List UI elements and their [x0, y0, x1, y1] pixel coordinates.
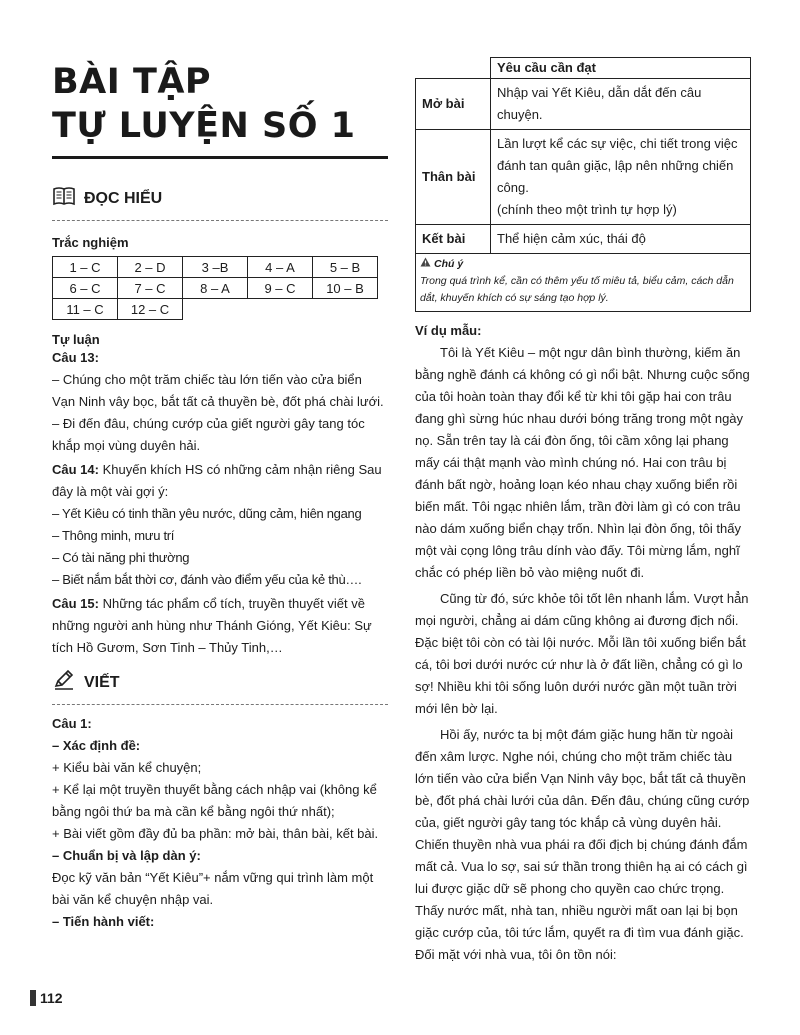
section-doc-hieu-heading: [52, 185, 388, 212]
requirements-table: [415, 57, 751, 312]
example-paragraph: Tôi là Yết Kiêu – một ngư dân bình thường, kiếm ăn bằng nghề đánh cá không có gì nổi bật. Nhưng cuộc sống của tôi hoàn toàn thay đổi kể từ khi tôi gặp hai con trâu đang ghì sừng húc nhau dưới bóng trăng trong một ngày nọ. Sẵn trên tay là cái đòn ống, tôi cầm xông lại phang mấy cái thật mạnh vào mình chúng nó. Hai con trâu bị đánh bất ngờ, hoảng loạn kéo nhau chạy xuống biển rồi biến mất. Tôi ngạc nhiên lắm, trần đời làm gì có con trâu nào dám xuống biển chạy trốn. Nhìn lại đòn ống, tôi thấy một vài cọng lông trâu dính vào đấy. Tôi mừng lắm, nghĩ chắc có phép liền bỏ vào miệng nuốt đi.: [415, 345, 750, 580]
answer-row: [53, 299, 378, 320]
answer-cell: 6 – C: [53, 278, 118, 299]
answer-cell: 2 – D: [118, 257, 183, 278]
note-title: [420, 256, 746, 273]
note-title-text: Chú ý: [434, 258, 464, 270]
left-column: [52, 58, 388, 933]
row-content: Nhập vai Yết Kiêu, dẫn dắt đến câu chuyện.: [491, 79, 751, 130]
example-paragraph: Cũng từ đó, sức khỏe tôi tốt lên nhanh lắm. Vượt hẳn mọi người, chẳng ai dám cũng không ai đương địch nổi. Đặc biệt tôi còn có tài lội nước. Mỗi lần tôi xuống biển bắt cá, tôi bơi dưới nước cứ như là ở đất liền, chẳng có gì lo sợ! Nhiều khi tôi sống luôn dưới nước gần một tuần trời mới lên bờ lại.: [415, 591, 749, 716]
answer-cell: 11 – C: [53, 299, 118, 320]
note-cell: [416, 254, 751, 312]
cau14-item: – Có tài năng phi thường: [52, 550, 190, 565]
answer-cell: 12 – C: [118, 299, 183, 320]
row-content-cell: [491, 130, 751, 225]
empty-cell: [248, 299, 313, 320]
table-row: [416, 79, 751, 130]
answer-cell: 10 – B: [313, 278, 378, 299]
page-title: [52, 60, 388, 148]
title-line-1: BÀI TẬP: [52, 62, 212, 102]
section-divider: [52, 220, 388, 221]
answer-cell: 3 –B: [183, 257, 248, 278]
open-book-icon: [52, 185, 76, 212]
note-text: Trong quá trình kể, cần có thêm yếu tố miêu tả, biểu cảm, cách dẫn dắt, khuyến khích có sự sáng tạo hợp lý.: [420, 275, 734, 304]
empty-cell: [183, 299, 248, 320]
table-row: [416, 225, 751, 254]
xac-dinh-line: + Kiểu bài văn kể chuyện;: [52, 760, 202, 775]
answer-cell: 1 – C: [53, 257, 118, 278]
answer-cell: 7 – C: [118, 278, 183, 299]
row-label: Mở bài: [416, 79, 491, 130]
cau15-text: Những tác phẩm cổ tích, truyền thuyết viết về những người anh hùng như Thánh Gióng, Yết Kiêu: Sự tích Hồ Gươm, Sơn Tinh – Thủy Tinh,…: [52, 596, 372, 655]
answer-cell: 9 – C: [248, 278, 313, 299]
trac-nghiem-label: Trắc nghiệm: [52, 235, 129, 250]
pencil-icon: [52, 669, 76, 696]
cau14-text: Khuyến khích HS có những cảm nhận riêng Sau đây là một vài gợi ý:: [52, 462, 382, 499]
cau13-line: – Đi đến đâu, chúng cướp của giết người gây tang tóc khắp mọi vùng duyên hải.: [52, 416, 365, 453]
chuan-bi-text: Đọc kỹ văn bản “Yết Kiêu”+ nắm vững qui trình làm một bài văn kể chuyện nhập vai.: [52, 870, 374, 907]
row-content: Lần lượt kể các sự việc, chi tiết trong việc đánh tan quân giặc, lập nên những chiến công.: [497, 136, 738, 195]
right-column: [415, 57, 751, 966]
cau14-paragraph: [52, 459, 388, 503]
cau14-item: – Thông minh, mưu trí: [52, 528, 175, 543]
section-viet-heading: [52, 669, 388, 696]
cau13-label: Câu 13:: [52, 350, 99, 365]
answer-row: [53, 257, 378, 278]
viet-heading-text: VIẾT: [84, 673, 120, 691]
table-row: [416, 130, 751, 225]
vi-du-label: Ví dụ mẫu:: [415, 323, 482, 338]
tien-hanh-label: – Tiến hành viết:: [52, 914, 155, 929]
doc-hieu-heading-text: ĐỌC HIỂU: [84, 189, 163, 207]
page-number: [30, 990, 63, 1006]
warning-icon: [420, 256, 431, 273]
corner-cell: [416, 58, 491, 79]
note-row: [416, 254, 751, 312]
cau15-label: Câu 15:: [52, 596, 99, 611]
example-paragraph: Hồi ấy, nước ta bị một đám giặc hung hãn từ ngoài đến xâm lược. Nghe nói, chúng cho một trăm chiếc tàu lớn tiến vào cửa biển Vạn Ninh vây bọc, bắt tất cả thuyền bè, đốt phá chài lưới của dân. Đến đâu, chúng cũng cướp của, giết người gây tang tóc khắp cả vùng duyên hải. Chiến thuyền nhà vua phái ra đối địch bị chúng đánh đắm mất cả. Vua lo sợ, sai sứ thần trong thiên hạ ai có cách gì lui được giặc dữ sẽ phong cho quyền cao chức trọng. Thấy nước mất, nhà tan, nhiều người mất oan lại bị bọn giặc cướp của, tôi tức lắm, quyết ra đi tìm vua đánh giặc.: [415, 727, 750, 940]
answer-cell: 8 – A: [183, 278, 248, 299]
title-rule: [52, 156, 388, 159]
xac-dinh-line: + Kể lại một truyền thuyết bằng cách nhập vai (không kể bằng ngôi thứ ba mà cần kể bằng ngôi thứ nhất);: [52, 782, 377, 819]
row-label: Kết bài: [416, 225, 491, 254]
answer-table: [52, 256, 378, 320]
cau14-item: – Biết nắm bắt thời cơ, đánh vào điểm yếu của kẻ thù….: [52, 572, 362, 587]
table-header-row: [416, 58, 751, 79]
chuan-bi-label: – Chuẩn bị và lập dàn ý:: [52, 848, 201, 863]
cau1-label: Câu 1:: [52, 716, 92, 731]
cau15-paragraph: [52, 593, 388, 659]
row-content: Thể hiện cảm xúc, thái độ: [491, 225, 751, 254]
empty-cell: [313, 299, 378, 320]
page-number-text: 112: [40, 990, 63, 1006]
answer-cell: 5 – B: [313, 257, 378, 278]
cau14-item: – Yết Kiêu có tinh thần yêu nước, dũng cảm, hiên ngang: [52, 506, 362, 521]
requirements-header: Yêu cầu cần đạt: [491, 58, 751, 79]
row-content-extra: (chính theo một trình tự hợp lý): [497, 202, 677, 217]
example-last-line: Đối mặt với nhà vua, tôi ôn tồn nói:: [415, 947, 617, 962]
page-number-bar: [30, 990, 36, 1006]
xac-dinh-label: – Xác định đề:: [52, 738, 141, 753]
answer-cell: 4 – A: [248, 257, 313, 278]
section-divider: [52, 704, 388, 705]
xac-dinh-line: + Bài viết gồm đầy đủ ba phần: mở bài, thân bài, kết bài.: [52, 826, 379, 841]
tu-luan-label: Tự luận: [52, 332, 100, 347]
title-line-2: TỰ LUYỆN SỐ 1: [52, 106, 356, 146]
cau13-line: – Chúng cho một trăm chiếc tàu lớn tiến vào cửa biển Vạn Ninh vây bọc, bắt tất cả thuyền bè, đốt phá chài lưới.: [52, 372, 384, 409]
cau14-label: Câu 14:: [52, 462, 99, 477]
row-label: Thân bài: [416, 130, 491, 225]
answer-row: [53, 278, 378, 299]
